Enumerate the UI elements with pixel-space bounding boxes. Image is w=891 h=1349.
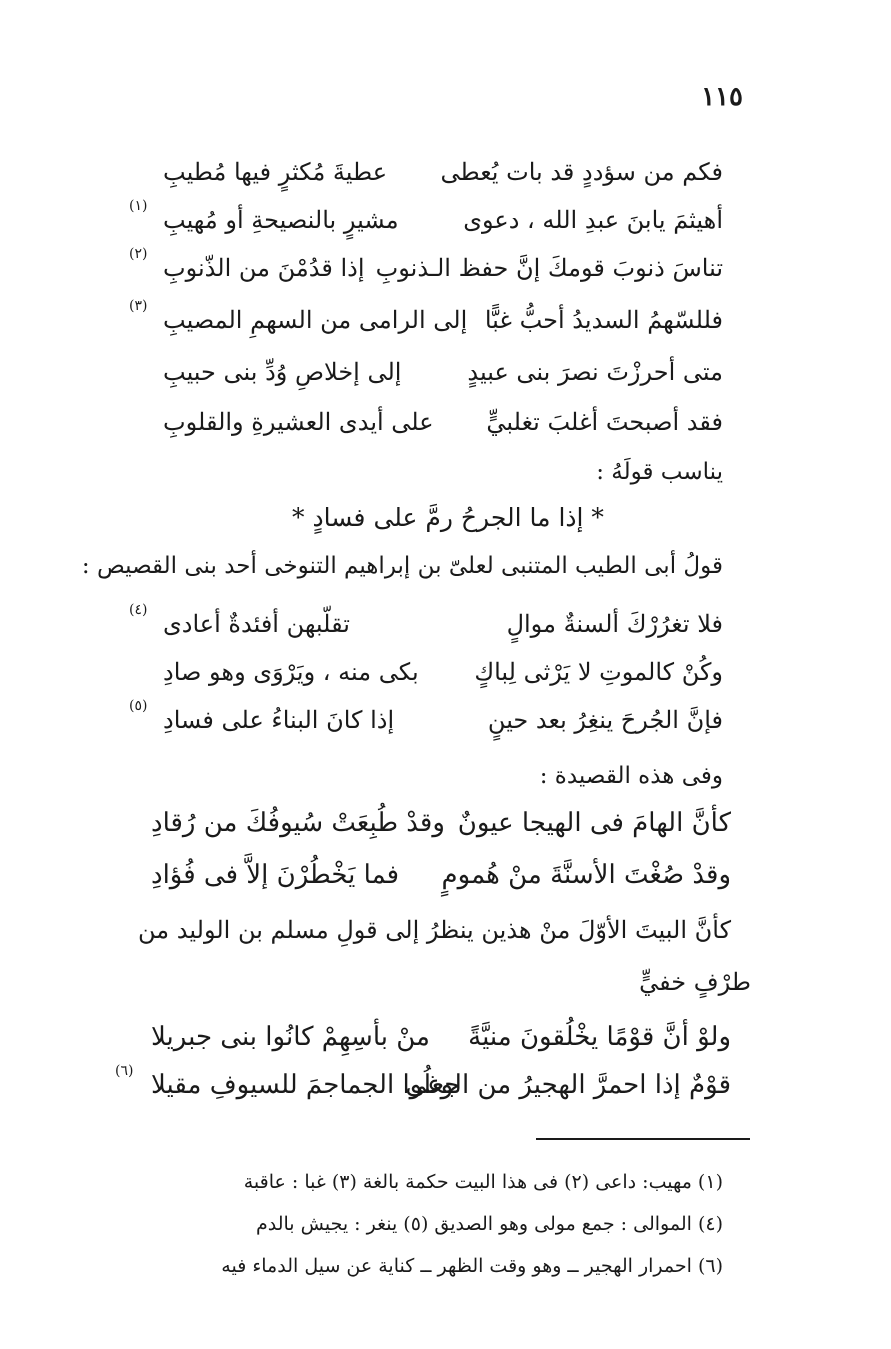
second-hemistich: عطيةَ مُكثرٍ فيها مُطيبِ xyxy=(163,158,388,186)
first-hemistich: أهيثمَ يابنَ عبدِ الله ، دعوى xyxy=(463,206,723,234)
second-hemistich: إذا قدُمْنَ من الذّنوبِ xyxy=(163,254,365,282)
first-hemistich: فإنَّ الجُرحَ ينغِرُ بعد حينٍ xyxy=(487,706,723,734)
verse-line xyxy=(151,800,731,846)
footnote-marker: (٢) xyxy=(129,246,148,262)
first-hemistich: فقد أصبحتَ أغلبَ تغلبيٍّ xyxy=(486,408,723,436)
footnote: (١) مهيب: داعى (٢) فى هذا البيت حكمة بالغة (٣) غبا : عاقبة xyxy=(243,1171,723,1193)
footnote: (٤) الموالى : جمع مولى وهو الصديق (٥) ينغر : يجيش بالدم xyxy=(255,1213,723,1235)
first-hemistich: ولوْ أنَّ قوْمًا يخْلُقونَ منيَّةً xyxy=(468,1022,731,1052)
second-hemistich: جعلُوا الجماجمَ للسيوفِ مقيلا xyxy=(151,1070,461,1100)
second-hemistich: وقدْ طُبِعَتْ سُيوفُكَ من رُقادِ xyxy=(151,808,445,838)
first-hemistich: كأنَّ الهامَ فى الهيجا عيونٌ xyxy=(457,808,731,838)
first-hemistich: تناسَ ذنوبَ قومكَ إنَّ حفظ الـذنوبِ xyxy=(375,254,723,282)
second-hemistich: بكى منه ، ويَرْوَى وهو صادِ xyxy=(163,658,419,686)
verse-line xyxy=(129,298,723,340)
verse-line xyxy=(163,352,723,392)
footnote-marker: (٦) xyxy=(115,1063,134,1079)
first-hemistich: وكُنْ كالموتِ لا يَرْثى لِباكٍ xyxy=(474,658,723,686)
first-hemistich: فكم من سؤددٍ قد بات يُعطى xyxy=(440,158,723,186)
verse-line xyxy=(163,402,723,442)
second-hemistich: إذا كانَ البناءُ على فسادِ xyxy=(163,706,395,734)
footnote-separator xyxy=(536,1138,750,1140)
verse-line xyxy=(129,602,723,644)
first-hemistich: وقدْ صُغْتَ الأسنَّةَ منْ هُمومٍ xyxy=(441,860,731,890)
footnote: (٦) احمرار الهجير ــ وهو وقت الظهر ــ كناية عن سيل الدماء فيه xyxy=(221,1255,723,1277)
prose-line: يناسب قولَهُ : xyxy=(596,459,723,485)
second-hemistich: مشيرٍ بالنصيحةِ أو مُهيبِ xyxy=(163,206,399,234)
second-hemistich: إلى إخلاصِ وُدِّ بنى حبيبِ xyxy=(163,358,402,386)
footnote-marker: (١) xyxy=(129,198,148,214)
footnote-marker: (٣) xyxy=(129,298,148,314)
first-hemistich: فللسّهمُ السديدُ أحبُّ غبًّا xyxy=(484,306,723,334)
verse-line xyxy=(129,198,723,240)
quoted-hemistich: * إذا ما الجرحُ رمَّ على فسادٍ * xyxy=(292,503,604,532)
verse-line xyxy=(115,1062,731,1108)
first-hemistich: قوْمٌ إذا احمرَّ الهجيرُ من الوغى xyxy=(405,1070,731,1100)
verse-line xyxy=(163,152,723,192)
second-hemistich: منْ بأسِهِمْ كانُوا بنى جبريلا xyxy=(151,1022,430,1052)
second-hemistich: فما يَخْطُرْنَ إلاَّ فى فُؤادِ xyxy=(151,860,400,890)
prose-line: قولُ أبى الطيب المتنبى لعلىّ بن إبراهيم التنوخى أحد بنى القصيص : xyxy=(81,553,723,579)
verse-line xyxy=(129,698,723,740)
second-hemistich: تقلّبهن أفئدةٌ أعادى xyxy=(163,610,350,638)
footnote-marker: (٥) xyxy=(129,698,148,714)
verse-line xyxy=(129,246,723,288)
page-number: ١١٥ xyxy=(701,82,743,112)
footnote-marker: (٤) xyxy=(129,602,148,618)
verse-line xyxy=(151,852,731,898)
first-hemistich: فلا تغرُرْكَ ألسنةٌ موالٍ xyxy=(506,610,723,638)
verse-line xyxy=(151,1014,731,1060)
second-hemistich: إلى الرامى من السهمِ المصيبِ xyxy=(163,306,468,334)
verse-line xyxy=(163,652,723,692)
prose-line: طرْفٍ خفيٍّ xyxy=(639,968,751,996)
prose-line: وفى هذه القصيدة : xyxy=(539,763,723,789)
first-hemistich: متى أحرزْتَ نصرَ بنى عبيدٍ xyxy=(467,358,723,386)
prose-line: كأنَّ البيتَ الأوّلَ منْ هذين ينظرُ إلى قولِ مسلم بن الوليد من xyxy=(138,916,731,944)
second-hemistich: على أيدى العشيرةِ والقلوبِ xyxy=(163,408,434,436)
